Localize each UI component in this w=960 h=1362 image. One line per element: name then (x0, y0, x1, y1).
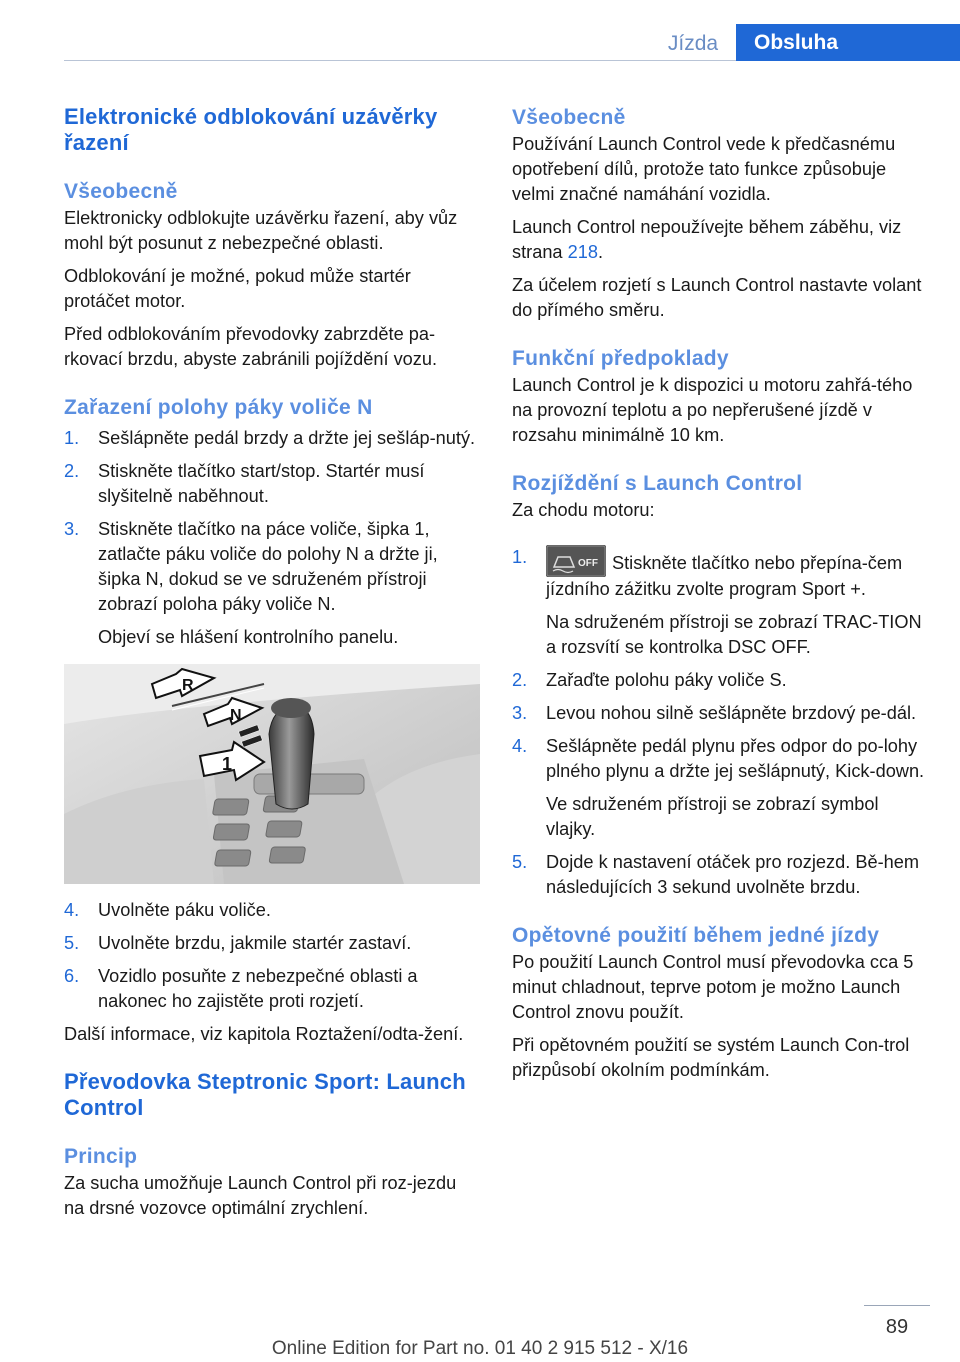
steps-list-right (512, 545, 932, 900)
paragraph: Další informace, viz kapitola Roztažení/odta-žení. (64, 1024, 464, 1044)
list-text: Levou nohou silně sešlápněte brzdový pe-dál. (546, 703, 917, 723)
heading-unlock: Elektronické odblokování uzávěrky řazení (64, 104, 438, 155)
paragraph: Odblokování je možné, pokud může startér protáčet motor. (64, 266, 411, 311)
figure-label-n: N (230, 707, 242, 724)
list-number: 4. (64, 900, 80, 920)
heading-zarazeni: Zařazení polohy páky voliče N (64, 396, 373, 419)
list-item (512, 545, 932, 660)
dsc-off-label: OFF (578, 558, 598, 569)
list-number: 3. (512, 703, 528, 723)
text: . (597, 242, 604, 262)
paragraph: Používání Launch Control vede k předčasnému opotřebení dílů, protože tato funkce způsobuje velmi značné namáhání vozidla. (512, 134, 896, 204)
footer-rule (864, 1305, 930, 1306)
heading-opetovne: Opětovné použití během jedné jízdy (512, 924, 880, 947)
list-text: Uvolněte brzdu, jakmile startér zastaví. (98, 933, 412, 953)
list-item (64, 459, 480, 509)
list-number: 2. (64, 461, 80, 481)
paragraph: Za účelem rozjetí s Launch Control nastavte volant do přímého směru. (512, 275, 922, 320)
list-item (64, 931, 480, 956)
heading-predpoklady: Funkční předpoklady (512, 347, 729, 370)
steps-list-a (64, 426, 480, 650)
page-number: 89 (885, 1316, 909, 1338)
list-text: Zařaďte polohu páky voliče S. (546, 670, 787, 690)
paragraph (512, 215, 932, 265)
list-text: Stiskněte tlačítko nebo přepína-čem jízdního zážitku zvolte program Sport +. (546, 553, 903, 599)
list-item (512, 734, 932, 842)
list-number: 1. (512, 547, 528, 567)
dsc-off-button-icon (546, 545, 606, 577)
list-number: 5. (64, 933, 80, 953)
tab-obsluha[interactable]: Obsluha (736, 24, 960, 61)
steps-list-b (64, 898, 480, 1014)
list-number: 3. (64, 519, 80, 539)
heading-princip: Princip (64, 1145, 138, 1168)
list-subtext: Objeví se hlášení kontrolního panelu. (98, 627, 399, 647)
heading-vseobecne-left: Všeobecně (64, 180, 178, 203)
edition-footer: Online Edition for Part no. 01 40 2 915 512 - X/16 (271, 1338, 689, 1359)
heading-vseobecne-right: Všeobecně (512, 106, 626, 129)
list-number: 5. (512, 852, 528, 872)
heading-rozjizdeni: Rozjíždění s Launch Control (512, 472, 803, 495)
list-number: 4. (512, 736, 528, 756)
list-subtext: Na sdruženém přístroji se zobrazí TRAC-TION a rozsvítí se kontrolka DSC OFF. (546, 612, 922, 657)
list-text: Stiskněte tlačítko na páce voliče, šipka 1, zatlačte páku voliče do polohy N a držte ji, šipka N, dokud se ve sdruženém přístroji zobrazí poloha páky voliče N. (98, 519, 438, 614)
gear-selector-illustration (64, 664, 480, 884)
list-text: Sešlápněte pedál plynu přes odpor do po-lohy plného plynu a držte jej sešlápnutý, Kick-down. (546, 736, 925, 781)
paragraph: Za chodu motoru: (512, 500, 655, 520)
list-item (64, 517, 480, 650)
list-subtext: Ve sdruženém přístroji se zobrazí symbol vlajky. (546, 794, 879, 839)
text: Launch Control nepoužívejte během záběhu, viz strana (512, 217, 902, 262)
figure-label-r: R (182, 677, 194, 694)
left-column (64, 104, 480, 1221)
paragraph: Před odblokováním převodovky zabrzděte pa-rkovací brzdu, abyste zabránili pojíždění vozu. (64, 324, 438, 369)
tab-jizda[interactable]: Jízda (667, 32, 719, 55)
figure-label-one: 1 (222, 754, 233, 774)
list-text: Vozidlo posuňte z nebezpečné oblasti a nakonec ho zajistěte proti rozjetí. (98, 966, 418, 1011)
list-number: 1. (64, 428, 80, 448)
list-number: 6. (64, 966, 80, 986)
paragraph: Launch Control je k dispozici u motoru zahřá-tého na provozní teplotu a po nepřerušené jízdě v rozsahu minimálně 10 km. (512, 375, 913, 445)
list-item (64, 964, 480, 1014)
heading-steptronic: Převodovka Steptronic Sport: Launch Control (64, 1069, 466, 1120)
list-item (512, 850, 932, 900)
list-text: Sešlápněte pedál brzdy a držte jej sešláp-nutý. (98, 428, 476, 448)
list-item (64, 426, 480, 451)
list-text: Dojde k nastavení otáček pro rozjezd. Bě-hem následujících 3 sekund uvolněte brzdu. (546, 852, 920, 897)
paragraph: Při opětovném použití se systém Launch Con-trol přizpůsobí okolním podmínkám. (512, 1035, 910, 1080)
paragraph: Po použití Launch Control musí převodovka cca 5 minut chladnout, teprve potom je možno Launch Control znovu použít. (512, 952, 914, 1022)
list-item (512, 701, 932, 726)
list-text: Stiskněte tlačítko start/stop. Startér musí slyšitelně naběhnout. (98, 461, 425, 506)
list-item (64, 898, 480, 923)
paragraph: Elektronicky odblokujte uzávěrku řazení, aby vůz mohl být posunut z nebezpečné oblasti. (64, 208, 458, 253)
list-number: 2. (512, 670, 528, 690)
page-reference-link[interactable]: 218 (567, 242, 598, 262)
list-item (512, 668, 932, 693)
list-text: Uvolněte páku voliče. (98, 900, 271, 920)
paragraph: Za sucha umožňuje Launch Control při roz-jezdu na drsné vozovce optimální zrychlení. (64, 1173, 457, 1218)
right-column (512, 104, 932, 1083)
